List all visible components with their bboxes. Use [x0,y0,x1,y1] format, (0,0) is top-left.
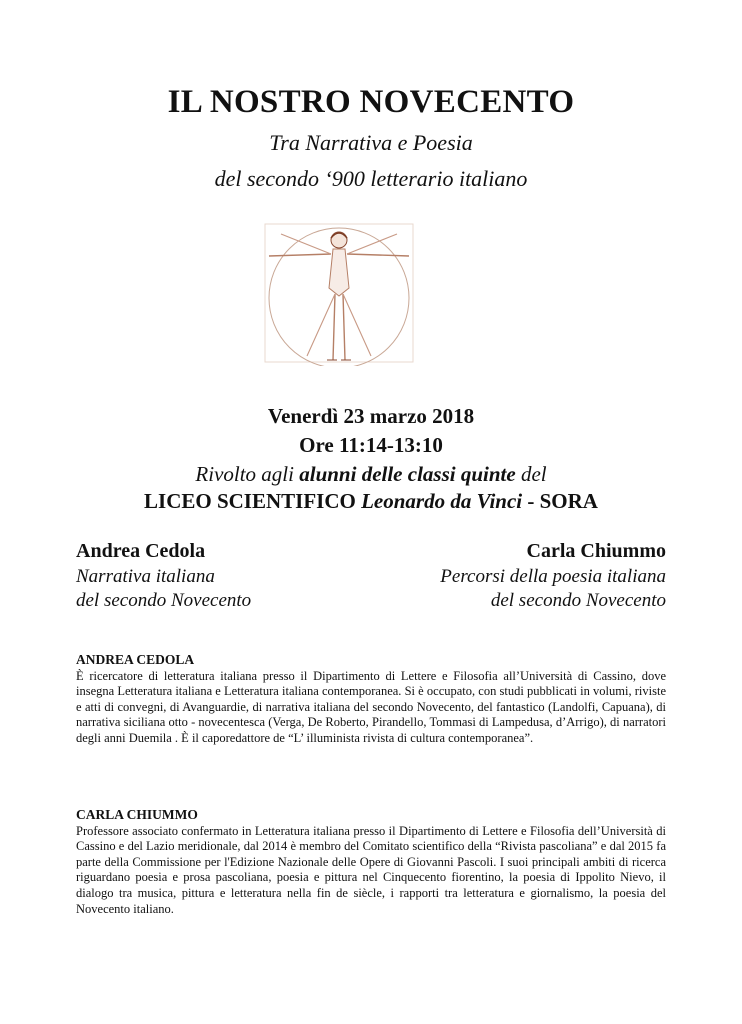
bio-cedola [76,652,666,747]
audience-suffix: del [515,462,547,486]
event-time: Ore 11:14-13:10 [299,433,443,457]
bio-heading: CARLA CHIUMMO [76,807,198,822]
event-audience [0,462,742,487]
bio-heading: ANDREA CEDOLA [76,652,195,667]
bio-text: Professore associato confermato in Letteratura italiana presso il Dipartimento di Lettere e Filosofia dell’Università di Cassino e del Lazio meridionale, dal 2014 è membro del Comitato scientifico della “Rivista pascoliana” e dal 2015 fa parte della Commissione per l'Edizione Nazionale delle Opere di Giovanni Pascoli. I suoi principali ambiti di ricerca riguardano poesia e prosa pascoliana, poesia e pittura nel Cinquecento fiorentino, la poesia di Ippolito Nievo, il dialogo tra musica, pittura e letteratura nella fin de siècle, i rapporti tra letteratura e giornalismo, la poesia del Novecento italiano. [76,823,666,916]
speaker-topic-line-1: Percorsi della poesia italiana [440,566,666,587]
school-suffix: - SORA [522,489,598,513]
speaker-left [76,540,376,613]
subtitle-line-1: Tra Narrativa e Poesia [269,130,473,155]
page-title: IL NOSTRO NOVECENTO [167,84,575,120]
bio-chiummo [76,807,666,917]
bio-text: È ricercatore di letteratura italiana presso il Dipartimento di Lettere e Filosofia all’Università di Cassino, dove insegna Letteratura italiana e Letteratura italiana contemporanea. Si è occupato, con studi pubblicati in volumi, riviste e atti di convegni, di Avanguardie, di narrativa italiana del secondo Novecento, del fantastico (Landolfi, Capuana), di narrativa siciliana otto - novecentesca (Verga, De Roberto, Pirandello, Tommasi di Lampedusa, d’Arrigo), di narratori degli anni Duemila . È il caporedattore de “L’ illuminista rivista di cultura contemporanea”. [76,668,666,745]
school-name: Leonardo da Vinci [361,489,523,513]
audience-prefix: Rivolto agli [195,462,300,486]
speaker-name: Carla Chiummo [526,540,666,562]
subtitle-line-2: del secondo ‘900 letterario italiano [214,166,528,191]
speaker-topic-line-2: del secondo Novecento [490,590,666,611]
speaker-name: Andrea Cedola [76,540,206,562]
audience-highlight: alunni delle classi quinte [299,462,516,486]
event-date: Venerdì 23 marzo 2018 [267,404,475,428]
speaker-topic-line-1: Narrativa italiana [76,566,215,587]
speaker-right [366,540,666,613]
vitruvian-man-icon [251,218,427,366]
speaker-topic-line-2: del secondo Novecento [76,590,252,611]
school-prefix: LICEO SCIENTIFICO [144,489,362,513]
event-school [0,489,742,514]
